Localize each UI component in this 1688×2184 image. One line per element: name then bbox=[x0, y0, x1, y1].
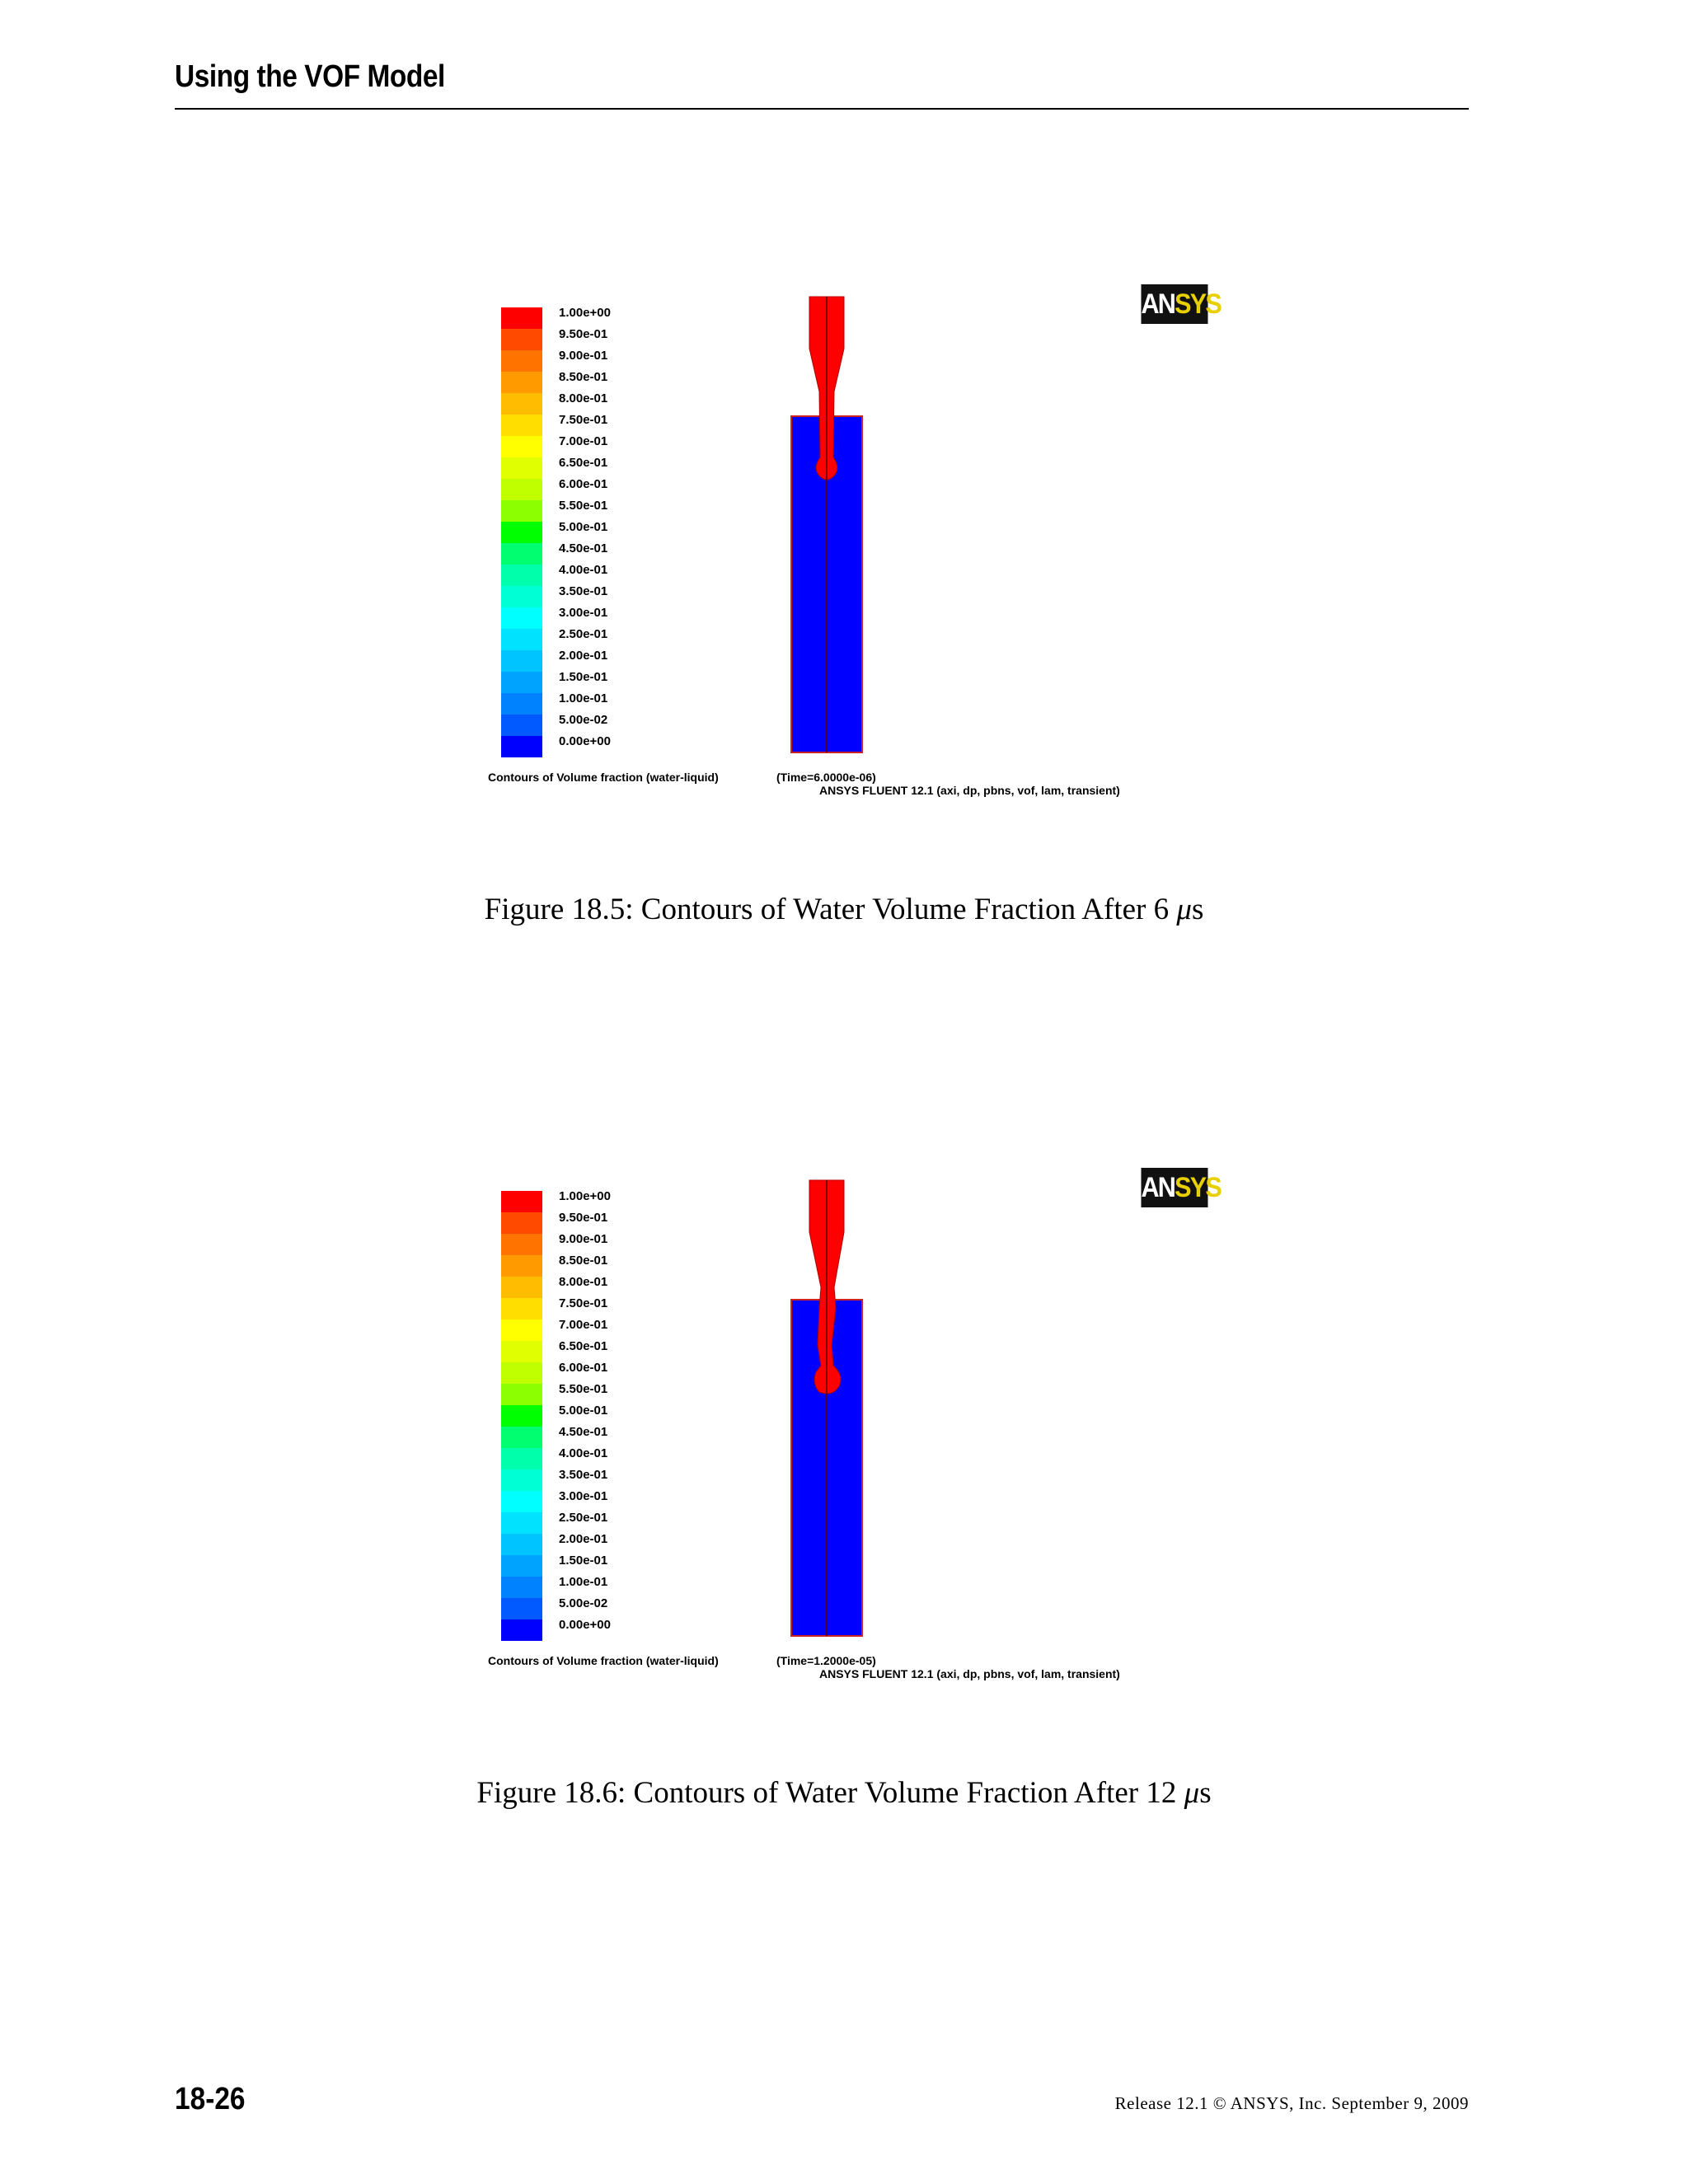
legend-label: 7.00e-01 bbox=[559, 1318, 608, 1332]
legend-label: 4.00e-01 bbox=[559, 563, 608, 577]
legend-label: 5.00e-01 bbox=[559, 520, 608, 534]
legend-label: 3.00e-01 bbox=[559, 1489, 608, 1503]
legend-label: 1.00e-01 bbox=[559, 691, 608, 705]
legend-label: 4.50e-01 bbox=[559, 541, 608, 555]
legend-label: 3.50e-01 bbox=[559, 584, 608, 598]
figure-caption: Figure 18.5: Contours of Water Volume Fraction After 6 μs bbox=[484, 893, 1204, 926]
contour-plot bbox=[478, 1168, 1220, 1662]
legend-label: 7.50e-01 bbox=[559, 1296, 608, 1310]
legend-label: 6.00e-01 bbox=[559, 1361, 608, 1375]
solver-label: ANSYS FLUENT 12.1 (axi, dp, pbns, vof, lam, transient) bbox=[819, 784, 1120, 797]
time-label: (Time=1.2000e-05) bbox=[776, 1654, 876, 1667]
figure-18-6 bbox=[478, 1168, 1220, 1712]
header-rule bbox=[175, 108, 1469, 110]
legend-label: 0.00e+00 bbox=[559, 734, 611, 748]
legend-label: 8.50e-01 bbox=[559, 1254, 608, 1268]
legend-label: 9.00e-01 bbox=[559, 349, 608, 363]
legend-label: 5.50e-01 bbox=[559, 1382, 608, 1396]
legend-label: 3.50e-01 bbox=[559, 1468, 608, 1482]
figure-caption: Figure 18.6: Contours of Water Volume Fraction After 12 μs bbox=[476, 1776, 1212, 1810]
page-number: 18-26 bbox=[175, 2082, 246, 2116]
legend-label: 5.00e-02 bbox=[559, 713, 608, 727]
time-label: (Time=6.0000e-06) bbox=[776, 771, 876, 784]
legend-label: 7.50e-01 bbox=[559, 413, 608, 427]
footer-release: Release 12.1 © ANSYS, Inc. September 9, 2009 bbox=[1114, 2093, 1469, 2113]
legend-label: 6.50e-01 bbox=[559, 1339, 608, 1353]
legend-label: 8.50e-01 bbox=[559, 370, 608, 384]
contour-label: Contours of Volume fraction (water-liquid) bbox=[488, 1654, 719, 1667]
legend-label: 9.00e-01 bbox=[559, 1232, 608, 1246]
legend-label: 5.00e-02 bbox=[559, 1596, 608, 1610]
legend-label: 1.00e+00 bbox=[559, 306, 611, 320]
legend-label: 3.00e-01 bbox=[559, 606, 608, 620]
legend-label: 1.50e-01 bbox=[559, 1554, 608, 1568]
page-header-title: Using the VOF Model bbox=[175, 59, 445, 94]
legend-label: 6.00e-01 bbox=[559, 477, 608, 491]
legend-label: 2.50e-01 bbox=[559, 627, 608, 641]
legend-label: 5.50e-01 bbox=[559, 499, 608, 513]
legend-label: 8.00e-01 bbox=[559, 391, 608, 405]
figure-18-5 bbox=[478, 284, 1220, 828]
ansys-logo: ANSYS bbox=[1142, 284, 1208, 324]
legend-label: 6.50e-01 bbox=[559, 456, 608, 470]
legend-label: 1.00e+00 bbox=[559, 1189, 611, 1203]
contour-label: Contours of Volume fraction (water-liquid) bbox=[488, 771, 719, 784]
legend-label: 1.50e-01 bbox=[559, 670, 608, 684]
legend-label: 4.50e-01 bbox=[559, 1425, 608, 1439]
contour-plot bbox=[478, 284, 1220, 779]
legend-label: 4.00e-01 bbox=[559, 1446, 608, 1460]
solver-label: ANSYS FLUENT 12.1 (axi, dp, pbns, vof, lam, transient) bbox=[819, 1667, 1120, 1680]
legend-label: 2.50e-01 bbox=[559, 1511, 608, 1525]
legend-label: 2.00e-01 bbox=[559, 649, 608, 663]
legend-label: 9.50e-01 bbox=[559, 1211, 608, 1225]
legend-label: 8.00e-01 bbox=[559, 1275, 608, 1289]
ansys-logo: ANSYS bbox=[1142, 1168, 1208, 1207]
legend-label: 5.00e-01 bbox=[559, 1404, 608, 1418]
legend-label: 2.00e-01 bbox=[559, 1532, 608, 1546]
legend-label: 1.00e-01 bbox=[559, 1575, 608, 1589]
legend-label: 0.00e+00 bbox=[559, 1618, 611, 1632]
legend-label: 7.00e-01 bbox=[559, 434, 608, 448]
legend-label: 9.50e-01 bbox=[559, 327, 608, 341]
